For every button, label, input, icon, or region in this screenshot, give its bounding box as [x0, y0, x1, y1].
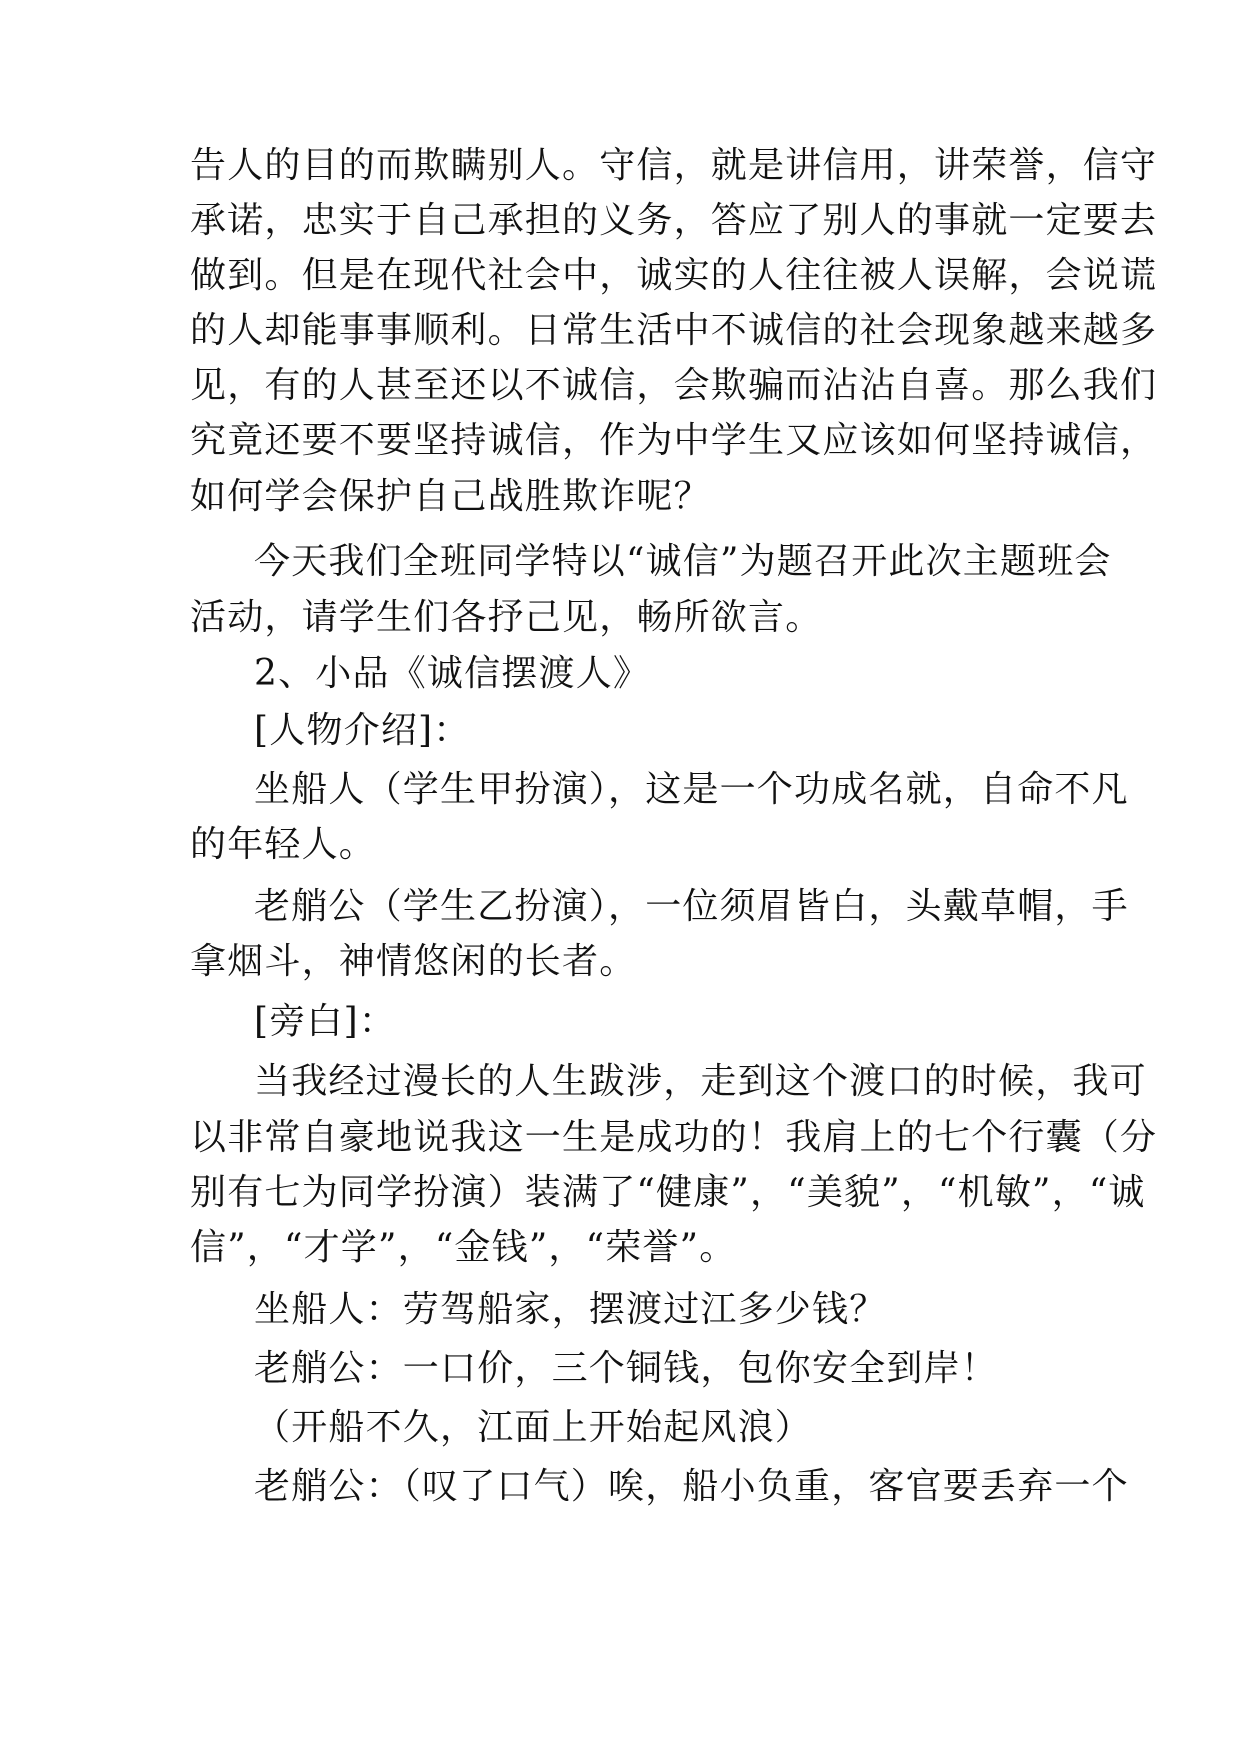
text-line: 告人的目的而欺瞒别人。守信，就是讲信用，讲荣誉，信守 [190, 145, 1158, 186]
dialogue-line: 老艄公：一口价，三个铜钱，包你安全到岸！ [254, 1348, 999, 1389]
text-line: 以非常自豪地说我这一生是成功的！我肩上的七个行囊（分 [190, 1117, 1158, 1158]
text-line: 活动，请学生们各抒己见，畅所欲言。 [190, 597, 823, 638]
stage-label: [旁白]： [254, 1001, 397, 1042]
text-line: 如何学会保护自己战胜欺诈呢？ [190, 476, 711, 517]
text-line: 究竟还要不要坚持诚信，作为中学生又应该如何坚持诚信， [190, 420, 1158, 461]
text-line: 别有七为同学扮演）装满了“健康”，“美貌”，“机敏”，“诚 [190, 1172, 1146, 1213]
paragraph-line: 老艄公（学生乙扮演），一位须眉皆白，头戴草帽，手 [254, 886, 1129, 927]
text-line: 做到。但是在现代社会中，诚实的人往往被人误解，会说谎 [190, 255, 1158, 296]
stage-label: [人物介绍]： [254, 710, 471, 751]
text-line: 的人却能事事顺利。日常生活中不诚信的社会现象越来越多 [190, 310, 1158, 351]
paragraph-line: 今天我们全班同学特以“诚信”为题召开此次主题班会 [254, 541, 1112, 582]
section-heading: 2、小品《诚信摆渡人》 [254, 653, 651, 694]
dialogue-line: 老艄公：（叹了口气）唉，船小负重，客官要丢弃一个 [254, 1466, 1129, 1507]
stage-direction: （开船不久，江面上开始起风浪） [254, 1407, 813, 1448]
paragraph-line: 当我经过漫长的人生跋涉，走到这个渡口的时候，我可 [254, 1061, 1147, 1102]
text-line: 承诺，忠实于自己承担的义务，答应了别人的事就一定要去 [190, 200, 1158, 241]
text-line: 拿烟斗，神情悠闲的长者。 [190, 941, 637, 982]
paragraph-line: 坐船人（学生甲扮演），这是一个功成名就，自命不凡 [254, 769, 1129, 810]
text-line: 见，有的人甚至还以不诚信，会欺骗而沾沾自喜。那么我们 [190, 365, 1158, 406]
text-line: 信”，“才学”，“金钱”，“荣誉”。 [190, 1227, 737, 1268]
text-line: 的年轻人。 [190, 824, 377, 865]
dialogue-line: 坐船人：劳驾船家，摆渡过江多少钱？ [254, 1289, 887, 1330]
